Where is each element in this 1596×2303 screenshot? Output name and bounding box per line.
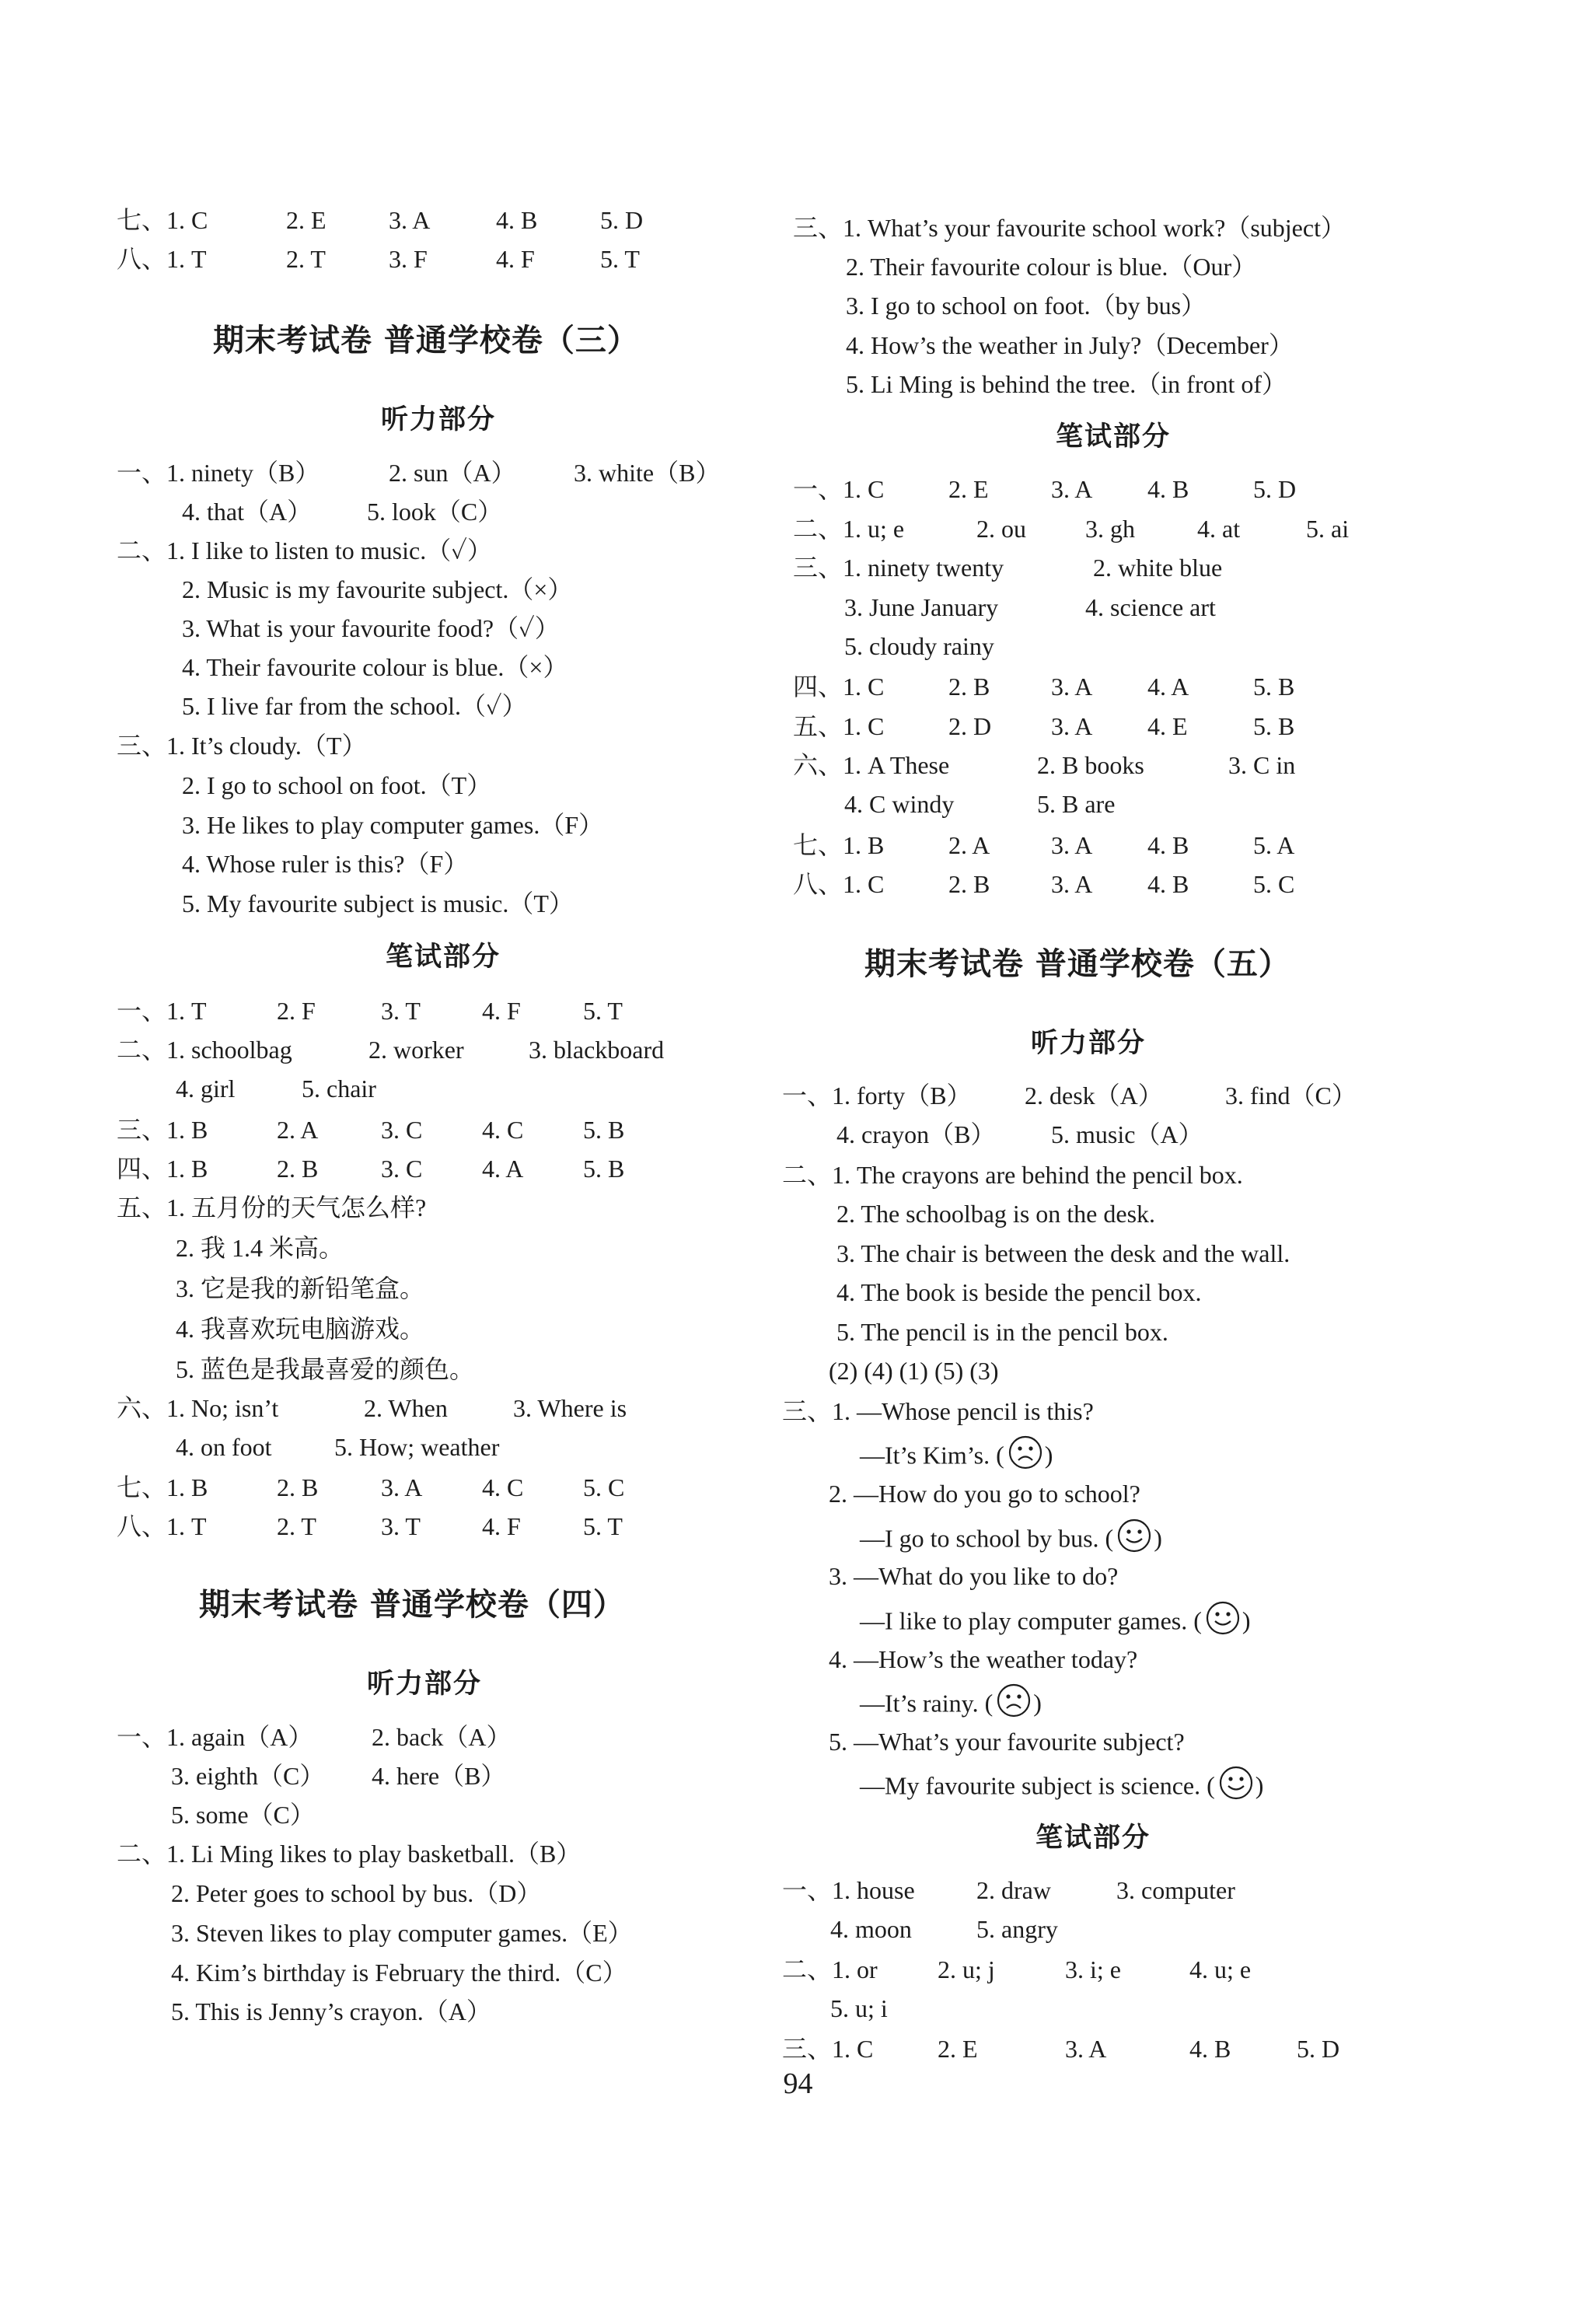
subsection-title: 听力部分 [1031, 1027, 1147, 1059]
answer-line [117, 1992, 770, 2031]
answer-item: 2. B [277, 1155, 319, 1183]
subsection-title: 听力部分 [367, 1668, 483, 1700]
answer-item: 4. on foot [176, 1433, 272, 1461]
answer-item: 2. u; j [938, 1955, 995, 1983]
answer-item: 六、1. A These [793, 751, 950, 779]
answer-item: 六、1. No; isn’t [117, 1394, 279, 1422]
answer-item: 3. —What do you like to do? [829, 1562, 1119, 1590]
answer-item: 3. C in [1228, 751, 1296, 779]
answer-item: 5. D [1253, 475, 1297, 503]
answer-item: 2. A [277, 1116, 319, 1144]
answer-line [777, 1474, 1555, 1513]
answer-item: 4. C [482, 1473, 524, 1501]
answer-line [117, 453, 770, 492]
answer-line [117, 1228, 770, 1267]
answer-item: 三、1. B [117, 1116, 208, 1144]
answer-item: 2. desk（A） [1025, 1082, 1163, 1110]
answer-item: 3. The chair is between the desk and the wall. [836, 1239, 1290, 1267]
answer-item: 3. A [1051, 712, 1093, 740]
answer-item: 3. C [381, 1155, 423, 1183]
answer-line [117, 806, 770, 844]
answer-item: 二、1. Li Ming likes to play basketball.（B） [117, 1840, 581, 1868]
answer-item: 5. look（C） [367, 498, 503, 526]
answer-item: 七、1. B [117, 1473, 208, 1501]
answer-item: 5. angry [976, 1915, 1058, 1943]
answer-item: 2. T [286, 245, 326, 273]
answer-line [117, 1269, 770, 1308]
answer-line [777, 1351, 1555, 1390]
answer-line [777, 326, 1555, 365]
answer-item: 3. A [389, 206, 431, 234]
answer-item: 四、1. B [117, 1155, 208, 1183]
answer-item: 一、1. T [117, 997, 207, 1025]
answer-item: 八、1. C [793, 870, 885, 898]
answer-item: 2. I go to school on foot.（T） [182, 771, 492, 799]
answer-item: 四、1. C [793, 673, 885, 701]
answer-item: 5. Li Ming is behind the tree.（in front of） [846, 370, 1287, 398]
answer-item: 4. B [496, 206, 538, 234]
answer-line [777, 509, 1555, 548]
answer-line [777, 1599, 1555, 1637]
answer-item: 3. C [381, 1116, 423, 1144]
answer-item: 4. A [482, 1155, 524, 1183]
answer-line [117, 1468, 770, 1507]
answer-item: 三、1. —Whose pencil is this? [782, 1397, 1094, 1425]
answer-item: 一、1. forty（B） [782, 1082, 972, 1110]
section-title: 期末考试卷 普通学校卷（四） [199, 1586, 625, 1623]
answer-item: 2. When [364, 1394, 448, 1422]
page-number: 94 [783, 2067, 813, 2100]
answer-item: 2. —How do you go to school? [829, 1480, 1140, 1508]
answer-line [117, 201, 770, 239]
answer-line [117, 1389, 770, 1428]
answer-line [777, 2029, 1555, 2068]
answer-item: 4. F [482, 1512, 521, 1540]
answer-line [117, 1110, 770, 1149]
answer-item: 4. 我喜欢玩电脑游戏。 [176, 1315, 425, 1343]
answer-line [777, 1681, 1555, 1720]
answer-item: 5. The pencil is in the pencil box. [836, 1318, 1168, 1346]
answer-line [117, 884, 770, 923]
answer-item: 二、1. The crayons are behind the pencil box. [782, 1161, 1243, 1189]
answer-line [777, 1312, 1555, 1351]
answer-line [117, 1834, 770, 1873]
subsection-title: 笔试部分 [1035, 1822, 1151, 1854]
answer-item: 八、1. T [117, 1512, 207, 1540]
answer-item: 一、1. C [793, 475, 885, 503]
answer-item: 4. E [1147, 712, 1188, 740]
answer-item: 3. A [381, 1473, 423, 1501]
answer-line [777, 1234, 1555, 1273]
answer-item: 5. B [1253, 712, 1295, 740]
answer-item: 2. E [948, 475, 989, 503]
answer-line [777, 1392, 1555, 1431]
answer-item: 4. How’s the weather in July?（December） [846, 331, 1294, 359]
answer-line [777, 247, 1555, 286]
answer-line [117, 648, 770, 687]
answer-item: 3. T [381, 997, 421, 1025]
answer-line [117, 1428, 770, 1466]
answer-item: 5. A [1253, 831, 1295, 859]
answer-line [117, 687, 770, 725]
answer-line [777, 707, 1555, 746]
answer-line [117, 1069, 770, 1108]
answer-item: 三、1. It’s cloudy.（T） [117, 732, 367, 760]
answer-item: 一、1. ninety（B） [117, 459, 320, 487]
answer-item: 5. some（C） [171, 1801, 315, 1829]
answer-item: 4. The book is beside the pencil box. [836, 1278, 1202, 1306]
subsection-title: 听力部分 [381, 404, 497, 435]
answer-item: 二、1. or [782, 1955, 878, 1983]
answer-item: 2. E [938, 2035, 978, 2063]
answer-item: 4. A [1147, 673, 1189, 701]
answer-item: 3. What is your favourite food?（✓） [182, 614, 560, 642]
answer-item: 3. Where is [513, 1394, 627, 1422]
answer-item: 3. A [1051, 870, 1093, 898]
answer-item: 3. I go to school on foot.（by bus） [846, 292, 1207, 320]
answer-item: 4. B [1189, 2035, 1231, 2063]
answer-line [777, 1557, 1555, 1595]
answer-item: 2. back（A） [372, 1723, 512, 1751]
answer-line [117, 570, 770, 609]
answer-line [777, 286, 1555, 325]
answer-item: 5. I live far from the school.（✓） [182, 692, 527, 720]
answer-line [117, 1309, 770, 1348]
answer-item: 5. B [583, 1116, 625, 1144]
answer-item: 2. ou [976, 515, 1026, 543]
answer-line [777, 208, 1555, 247]
answer-item: 4. u; e [1189, 1955, 1252, 1983]
answer-line [777, 1910, 1555, 1948]
answer-item: 5. B are [1037, 790, 1116, 818]
answer-item: 3. i; e [1065, 1955, 1121, 1983]
answer-line [117, 844, 770, 883]
answer-line [117, 1507, 770, 1546]
answer-item: 4. B [1147, 831, 1189, 859]
answer-line [117, 1030, 770, 1069]
answer-item: 4. that（A） [182, 498, 313, 526]
answer-item: 2. white blue [1093, 554, 1223, 582]
answer-line [117, 1718, 770, 1756]
answer-item: 2. draw [976, 1876, 1051, 1904]
answer-item: 5. u; i [830, 1994, 888, 2022]
answer-line [777, 1516, 1555, 1555]
answer-item: 3. A [1051, 831, 1093, 859]
answer-item: 三、1. C [782, 2035, 874, 2063]
subsection-title: 笔试部分 [386, 941, 501, 973]
answer-item: 4. B [1147, 870, 1189, 898]
answer-line [117, 1795, 770, 1834]
answer-item: 二、1. u; e [793, 515, 905, 543]
answer-item: 2. sun（A） [389, 459, 516, 487]
answer-item: 3. computer [1116, 1876, 1235, 1904]
answer-item: 4. F [496, 245, 535, 273]
answer-item: 4. B [1147, 475, 1189, 503]
answer-item: 5. This is Jenny’s crayon.（A） [171, 1997, 491, 2025]
answer-line [777, 746, 1555, 785]
answer-item: 三、1. What’s your favourite school work?（subject） [793, 214, 1346, 242]
answer-item: 4. Their favourite colour is blue.（×） [182, 653, 568, 681]
answer-item: 5. C [583, 1473, 625, 1501]
answer-item: 2. Music is my favourite subject.（×） [182, 575, 573, 603]
answer-line [777, 667, 1555, 706]
answer-item: 七、1. B [793, 831, 885, 859]
section-title: 期末考试卷 普通学校卷（三） [213, 322, 639, 358]
answer-item: 3. 它是我的新铅笔盒。 [176, 1274, 425, 1302]
answer-line [117, 1913, 770, 1952]
answer-item: 5. ai [1306, 515, 1350, 543]
answer-item: —It’s rainy. ( ) [860, 1681, 1042, 1731]
answer-item: 一、1. house [782, 1876, 915, 1904]
answer-item: 3. find（C） [1225, 1082, 1357, 1110]
answer-item: 3. gh [1085, 515, 1135, 543]
answer-item: 5. B [1253, 673, 1295, 701]
answer-line [117, 1188, 770, 1227]
answer-item: 2. A [948, 831, 990, 859]
answer-item: 2. T [277, 1512, 316, 1540]
answer-line [117, 726, 770, 765]
answer-item: (2) (4) (1) (5) (3) [829, 1357, 999, 1385]
answer-item: 4. C [482, 1116, 524, 1144]
answer-item: 5. D [600, 206, 644, 234]
answer-item: 3. blackboard [529, 1036, 665, 1064]
answer-item: 4. moon [830, 1915, 912, 1943]
answer-item: 5. B [583, 1155, 625, 1183]
answer-item: 2. 我 1.4 米高。 [176, 1234, 344, 1262]
answer-item: 5. T [583, 1512, 623, 1540]
answer-item: 2. E [286, 206, 327, 234]
answer-line [777, 627, 1555, 666]
answer-item: 4. at [1197, 515, 1241, 543]
answer-item: 4. Kim’s birthday is February the third.（C） [171, 1959, 627, 1987]
answer-line [117, 492, 770, 531]
answer-item: 2. worker [368, 1036, 464, 1064]
answer-item: 3. Steven likes to play computer games.（E） [171, 1919, 633, 1947]
answer-item: 4. —How’s the weather today? [829, 1645, 1138, 1673]
answer-item: 3. white（B） [574, 459, 721, 487]
answer-line [777, 1989, 1555, 2028]
answer-item: 3. T [381, 1512, 421, 1540]
answer-line [777, 470, 1555, 508]
answer-item: 八、1. T [117, 245, 207, 273]
answer-line [117, 1953, 770, 1992]
answer-item: 2. B [277, 1473, 319, 1501]
answer-line [777, 785, 1555, 823]
answer-item: —I go to school by bus. ( ) [860, 1516, 1162, 1566]
answer-item: 4. C windy [844, 790, 955, 818]
answer-line [117, 1350, 770, 1389]
answer-item: 2. Peter goes to school by bus.（D） [171, 1879, 542, 1907]
answer-line [117, 531, 770, 570]
answer-item: 二、1. schoolbag [117, 1036, 292, 1064]
answer-line [777, 1155, 1555, 1194]
answer-item: 4. Whose ruler is this?（F） [182, 850, 469, 878]
answer-item: 5. D [1297, 2035, 1340, 2063]
answer-line [777, 1076, 1555, 1115]
answer-line [777, 1722, 1555, 1761]
answer-item: 5. 蓝色是我最喜爱的颜色。 [176, 1355, 475, 1383]
answer-line [777, 1871, 1555, 1910]
answer-line [777, 1433, 1555, 1472]
answer-item: 5. chair [302, 1075, 376, 1103]
answer-item: 5. T [600, 245, 640, 273]
answer-line [777, 1273, 1555, 1312]
answer-item: 3. F [389, 245, 428, 273]
answer-item: —It’s Kim’s. ( ) [860, 1433, 1053, 1483]
answer-item: 2. D [948, 712, 992, 740]
answer-item: 一、1. again（A） [117, 1723, 313, 1751]
answer-item: 5. C [1253, 870, 1295, 898]
answer-item: 5. My favourite subject is music.（T） [182, 889, 574, 917]
answer-item: 2. The schoolbag is on the desk. [836, 1200, 1156, 1228]
answer-item: 2. B [948, 673, 990, 701]
answer-line [117, 991, 770, 1030]
answer-item: 4. here（B） [372, 1762, 506, 1790]
answer-item: 2. Their favourite colour is blue.（Our） [846, 253, 1257, 281]
section-title: 期末考试卷 普通学校卷（五） [864, 945, 1290, 982]
answer-line [117, 1756, 770, 1795]
answer-line [777, 1950, 1555, 1989]
answer-item: 五、1. 五月份的天气怎么样? [117, 1193, 427, 1221]
answer-line [777, 865, 1555, 903]
answer-item: 4. crayon（B） [836, 1120, 996, 1148]
answer-line [777, 1640, 1555, 1679]
answer-line [777, 1194, 1555, 1233]
answer-item: —I like to play computer games. ( ) [860, 1599, 1251, 1648]
answer-item: 2. B books [1037, 751, 1144, 779]
answer-item: 3. A [1051, 673, 1093, 701]
answer-line [777, 1115, 1555, 1154]
answer-item: 五、1. C [793, 712, 885, 740]
answer-line [117, 239, 770, 278]
answer-item: 3. A [1051, 475, 1093, 503]
answer-item: 5. —What’s your favourite subject? [829, 1728, 1185, 1756]
answer-item: 5. How; weather [334, 1433, 500, 1461]
answer-line [777, 588, 1555, 627]
answer-item: 5. music（A） [1051, 1120, 1203, 1148]
answer-line [117, 766, 770, 805]
subsection-title: 笔试部分 [1056, 421, 1172, 453]
answer-line [117, 1149, 770, 1188]
answer-line [117, 609, 770, 648]
answer-item: 2. F [277, 997, 316, 1025]
answer-item: 3. eighth（C） [171, 1762, 325, 1790]
answer-item: —My favourite subject is science. ( ) [860, 1763, 1263, 1813]
answer-item: 5. T [583, 997, 623, 1025]
answer-item: 二、1. I like to listen to music.（✓） [117, 536, 492, 564]
answer-item: 三、1. ninety twenty [793, 554, 1004, 582]
answer-line [777, 365, 1555, 404]
answer-item: 4. F [482, 997, 521, 1025]
answer-line [777, 826, 1555, 865]
answer-item: 七、1. C [117, 206, 208, 234]
smiley-face-icon [1217, 1763, 1255, 1813]
answer-line [777, 1763, 1555, 1802]
answer-item: 3. June January [844, 593, 999, 621]
answer-item: 3. He likes to play computer games.（F） [182, 811, 604, 839]
answer-item: 4. girl [176, 1075, 236, 1103]
answer-item: 5. cloudy rainy [844, 632, 994, 660]
answer-line [777, 548, 1555, 587]
answer-line [117, 1874, 770, 1913]
answer-item: 4. science art [1085, 593, 1216, 621]
answer-item: 2. B [948, 870, 990, 898]
answer-item: 3. A [1065, 2035, 1107, 2063]
